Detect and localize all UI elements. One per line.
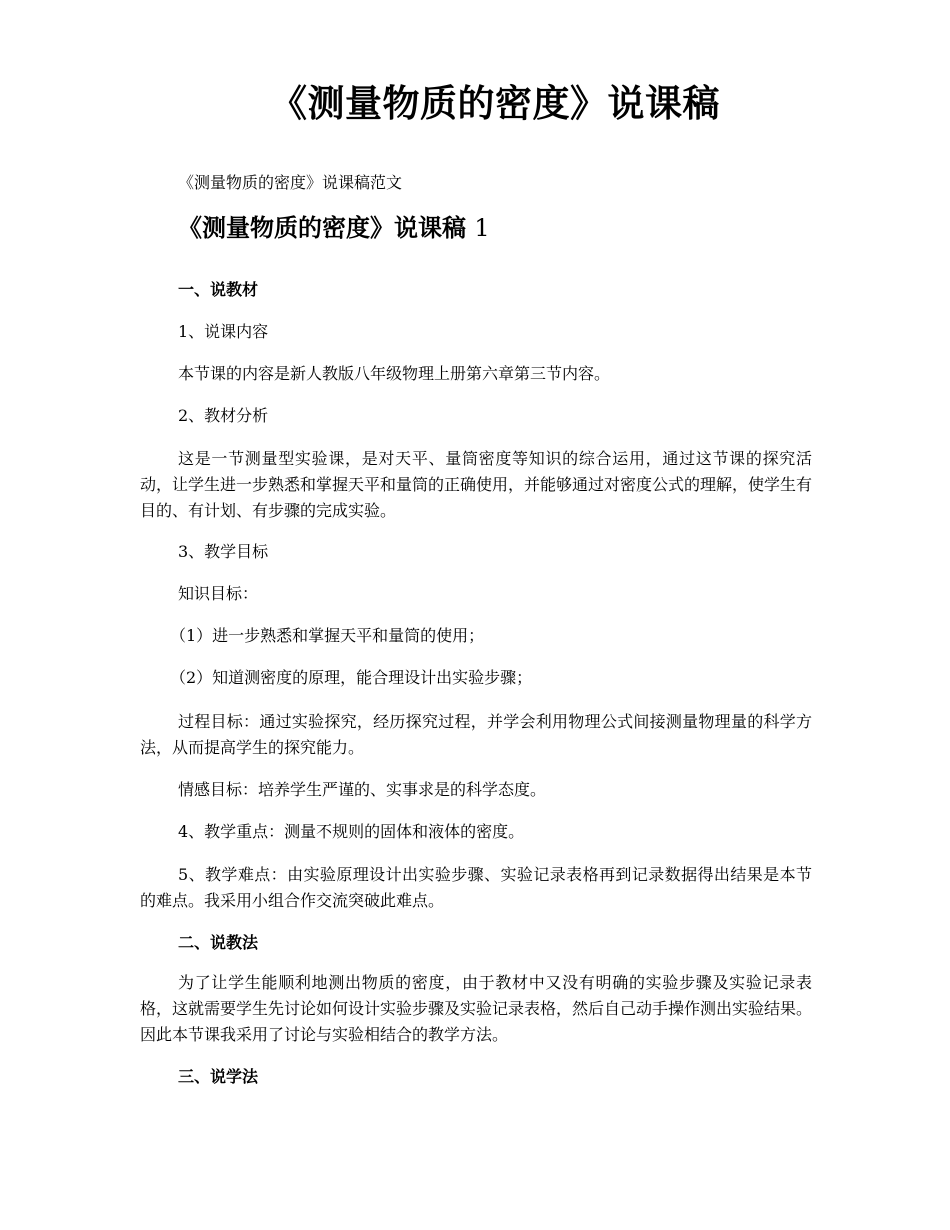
- document-title: 《测量物质的密度》说课稿: [270, 81, 720, 125]
- paragraph-teaching-method: 为了让学生能顺利地测出物质的密度，由于教材中又没有明确的实验步骤及实验记录表格，这就需要学生先讨论如何设计实验步骤及实验记录表格，然后自己动手操作测出实验结果。因此本节课我采用了讨论与实验相结合的教学方法。: [140, 973, 813, 1044]
- subheading-lesson-content: 1、说课内容: [178, 322, 269, 341]
- paragraph-emotion-goal: 情感目标：培养学生严谨的、实事求是的科学态度。: [178, 780, 547, 799]
- section-title-number: 1: [474, 214, 490, 242]
- paragraph-lesson-content: 本节课的内容是新人教版八年级物理上册第六章第三节内容。: [178, 364, 611, 383]
- section-title: [178, 210, 490, 246]
- section-title-text: 《测量物质的密度》说课稿: [178, 213, 466, 242]
- knowledge-goal-label: 知识目标：: [178, 584, 259, 603]
- paragraph-process-goal: 过程目标：通过实验探究，经历探究过程，并学会利用物理公式间接测量物理量的科学方法，从而提高学生的探究能力。: [140, 712, 812, 757]
- heading-learning-method: 三、说学法: [178, 1067, 259, 1086]
- heading-teaching-method: 二、说教法: [178, 933, 259, 952]
- subheading-teaching-goals: 3、教学目标: [178, 542, 269, 561]
- paragraph-key-point: 4、教学重点：测量不规则的固体和液体的密度。: [178, 822, 525, 841]
- subheading-material-analysis: 2、教材分析: [178, 406, 269, 425]
- knowledge-goal-2: （2）知道测密度的原理，能合理设计出实验步骤；: [170, 668, 533, 687]
- heading-teaching-material: 一、说教材: [178, 280, 259, 299]
- intro-line: 《测量物质的密度》说课稿范文: [178, 173, 403, 192]
- knowledge-goal-1: （1）进一步熟悉和掌握天平和量筒的使用；: [170, 626, 485, 645]
- paragraph-material-analysis: 这是一节测量型实验课，是对天平、量筒密度等知识的综合运用，通过这节课的探究活动，让学生进一步熟悉和掌握天平和量筒的正确使用，并能够通过对密度公式的理解，使学生有目的、有计划、有步骤的完成实验。: [140, 449, 813, 520]
- paragraph-difficult-point: 5、教学难点：由实验原理设计出实验步骤、实验记录表格再到记录数据得出结果是本节的难点。我采用小组合作交流突破此难点。: [140, 865, 812, 910]
